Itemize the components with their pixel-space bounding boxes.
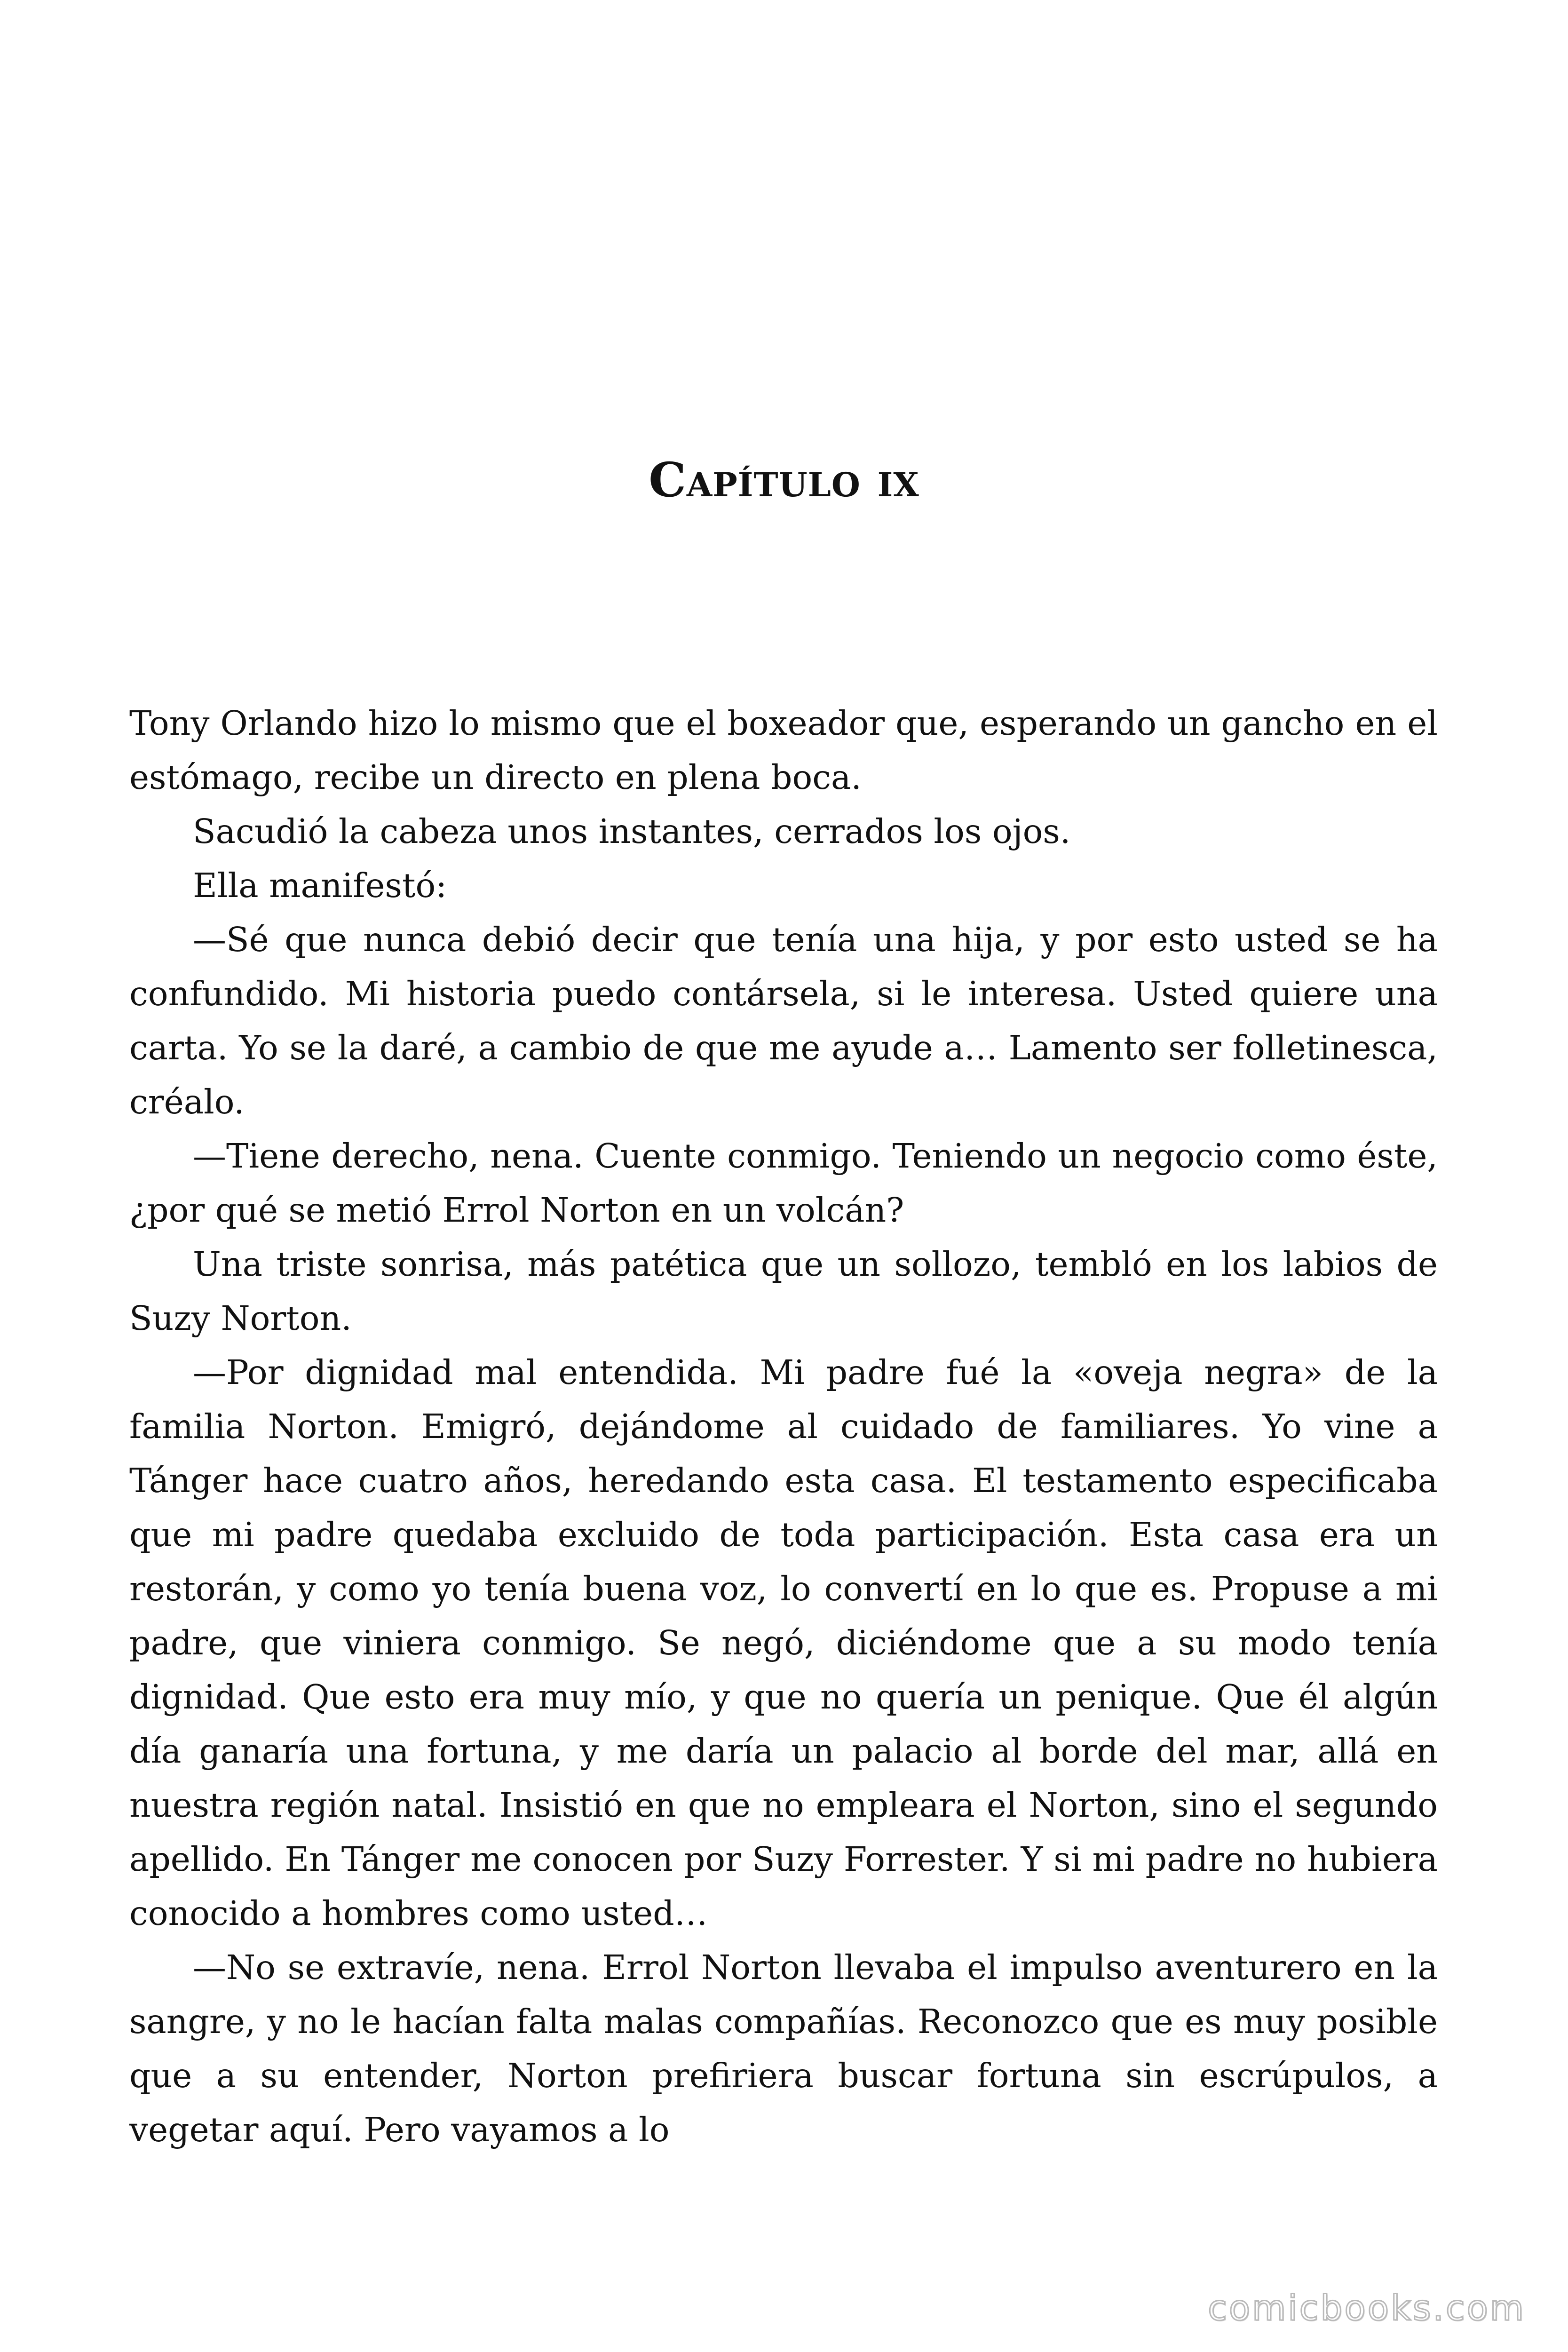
chapter-title: Capítulo ix bbox=[649, 452, 919, 508]
paragraph: Una triste sonrisa, más patética que un sollozo, tembló en los labios de Suzy Norton. bbox=[129, 1245, 1438, 1338]
paragraph: Sacudió la cabeza unos instantes, cerrados los ojos. bbox=[193, 812, 1071, 851]
paragraph: —No se extravíe, nena. Errol Norton llevaba el impulso aventurero en la sangre, y no le hacían falta malas compañías. Reconozco que es muy posible que a su entender, Norton prefiriera buscar fortuna sin escrúpulos, a vegetar aquí. Pero vayamos a lo bbox=[129, 1948, 1438, 2149]
paragraph: Ella manifestó: bbox=[193, 866, 447, 905]
chapter-body bbox=[129, 696, 1438, 2157]
paragraph: —Sé que nunca debió decir que tenía una hija, y por esto usted se ha confundido. Mi historia puedo contársela, si le interesa. Usted quiere una carta. Yo se la daré, a cambio de que me ayude a… Lamento ser folletinesca, créalo. bbox=[129, 920, 1438, 1121]
watermark: comicbooks.com bbox=[1208, 2288, 1526, 2328]
paragraph: Tony Orlando hizo lo mismo que el boxeador que, esperando un gancho en el estómago, recibe un directo en plena boca. bbox=[129, 704, 1438, 797]
paragraph: —Por dignidad mal entendida. Mi padre fué la «oveja negra» de la familia Norton. Emigró, dejándome al cuidado de familiares. Yo vine a Tánger hace cuatro años, heredando esta casa. El testamento especificaba que mi padre quedaba excluido de toda participación. Esta casa era un restorán, y como yo tenía buena voz, lo convertí en lo que es. Propuse a mi padre, que viniera conmigo. Se negó, diciéndome que a su modo tenía dignidad. Que esto era muy mío, y que no quería un penique. Que él algún día ganaría una fortuna, y me daría un palacio al borde del mar, allá en nuestra región natal. Insistió en que no empleara el Norton, sino el segundo apellido. En Tánger me conocen por Suzy Forrester. Y si mi padre no hubiera conocido a hombres como usted… bbox=[129, 1353, 1438, 1933]
paragraph: —Tiene derecho, nena. Cuente conmigo. Teniendo un negocio como éste, ¿por qué se metió Errol Norton en un volcán? bbox=[129, 1136, 1438, 1230]
